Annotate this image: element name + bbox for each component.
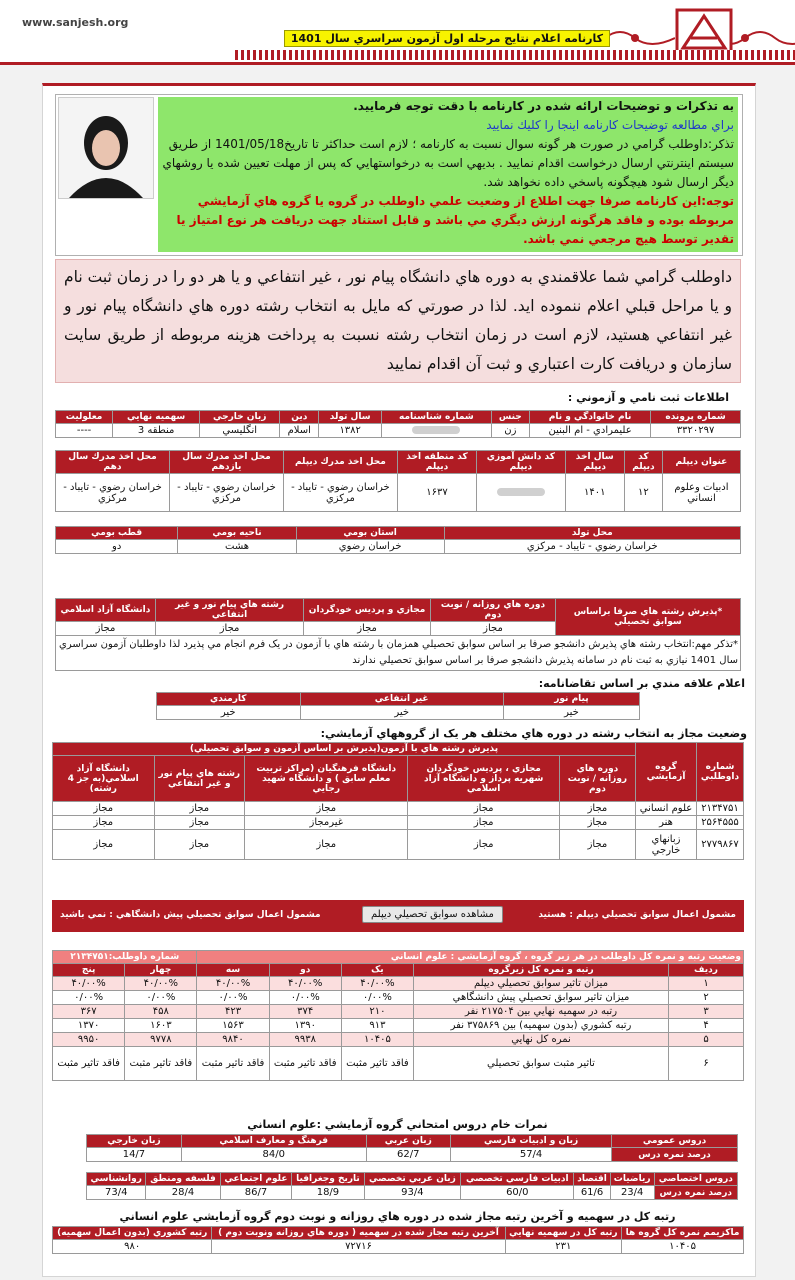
table-cell: ۳ <box>669 1005 744 1019</box>
table-cell: ۱۳۷۰ <box>53 1019 125 1033</box>
table-cell: مجاز <box>559 830 635 860</box>
table-cell: خير <box>503 706 639 720</box>
diploma-table <box>55 450 741 512</box>
table-cell: ۴۰/۰۰% <box>53 977 125 991</box>
table-cell: شماره پرونده <box>651 411 741 424</box>
raw-scores-title: نمرات خام دروس امتحاني گروه آزمايشي :علوم انساني <box>247 1118 548 1131</box>
sanjesh-logo-icon <box>673 8 735 56</box>
table-cell: 61/6 <box>574 1186 610 1200</box>
payam-noor-notice: داوطلب گرامي شما علاقمندي به دوره هاي دانشگاه پيام نور ، غير انتفاعي و يا هر دو را در زمان ثبت نام و يا مراحل قبلي اعلام ننموده ايد. لذا در صورتي كه مايل به انتخاب رشته دوره هاي دانشگاه پيام نور و غير انتفاعي هستيد، لازم است در زمان انتخاب رشته نسبت به پرداخت هزينه مربوطه از طريق سايت سازمان و دريافت كارت اعتباري و ثبت آن اقدام نماييد <box>55 259 741 383</box>
rank-table <box>52 950 744 1081</box>
table-cell: مجاز <box>154 802 245 816</box>
table-cell: خراسان رضوي - تايباد - مركزي <box>56 474 170 512</box>
table-cell: مجاز <box>56 622 156 636</box>
table-cell: ماكزيمم نمره كل گروه ها <box>622 1227 744 1240</box>
table-cell <box>477 474 566 512</box>
table-cell: ۵ <box>669 1033 744 1047</box>
table-cell: دوره هاي روزانه / نوبت دوم <box>559 756 635 802</box>
records-admission-table <box>55 598 741 671</box>
table-cell: رتبه در سهميه نهايي بين ۲۱۷۵۰۴ نفر <box>414 1005 669 1019</box>
table-cell: ۶ <box>669 1047 744 1081</box>
table-cell: 86/7 <box>220 1186 292 1200</box>
page-title: كارنامه اعلام نتايج مرحله اول آزمون سراسري سال 1401 <box>284 30 610 47</box>
table-cell: رتبه كشوري (بدون سهميه) بين ۳۷۵۸۶۹ نفر <box>414 1019 669 1033</box>
table-cell: رتبه كل در سهميه نهايي <box>505 1227 621 1240</box>
table-cell: ۴۵۸ <box>125 1005 197 1019</box>
table-cell: انگليسي <box>200 424 280 438</box>
table-cell: سال تولد <box>319 411 382 424</box>
table-cell: ۹۱۳ <box>341 1019 413 1033</box>
interest-title: اعلام علاقه مندي بر اساس تقاضانامه: <box>538 677 745 690</box>
table-cell: مجاز <box>408 802 559 816</box>
table-cell: ناحيه بومي <box>178 527 296 540</box>
table-cell: ۹۸۴۰ <box>197 1033 269 1047</box>
table-cell: مجاز <box>53 830 155 860</box>
table-cell: ۹۹۳۸ <box>269 1033 341 1047</box>
reg-title: اطلاعات ثبت نامي و آزموني : <box>567 391 729 404</box>
table-cell: ۴۲۳ <box>197 1005 269 1019</box>
table-cell: مجاز <box>245 802 408 816</box>
table-cell: ۹۷۷۸ <box>125 1033 197 1047</box>
table-cell: ميزان تاثير سوابق تحصيلي پيش دانشگاهي <box>414 991 669 1005</box>
table-cell: كد دانش آموزي ديپلم <box>477 451 566 474</box>
page-header <box>0 0 795 65</box>
table-cell: ۲۷۷۹۸۶۷ <box>697 830 744 860</box>
table-cell: تاثير مثبت سوابق تحصيلي <box>414 1047 669 1081</box>
table-cell: ۲۱۳۴۷۵۱ <box>697 802 744 816</box>
table-cell: شماره داوطلبي <box>697 743 744 802</box>
table-cell: ۱۰۴۰۵ <box>622 1240 744 1254</box>
table-cell: مجاز <box>559 816 635 830</box>
table-cell: 14/7 <box>87 1148 182 1162</box>
table-cell: مجاز <box>559 802 635 816</box>
table-cell: دوره هاي روزانه / نوبت دوم <box>430 599 555 622</box>
table-cell: پنج <box>53 964 125 977</box>
table-cell: روانشناسي <box>87 1173 146 1186</box>
table-cell: يک <box>341 964 413 977</box>
table-cell: دروس اختصاصي <box>654 1173 737 1186</box>
table-cell: درصد نمره درس <box>612 1148 738 1162</box>
table-cell: ۱۰۴۰۵ <box>341 1033 413 1047</box>
table-cell: 57/4 <box>451 1148 612 1162</box>
table-cell <box>382 424 492 438</box>
table-cell: كد ديپلم <box>624 451 662 474</box>
table-cell: ۰/۰۰% <box>341 991 413 1005</box>
table-cell: گروه آزمايشي <box>636 743 697 802</box>
table-cell: سه <box>197 964 269 977</box>
table-cell: عنوان ديپلم <box>662 451 740 474</box>
table-cell: زبان و ادبيات فارسي <box>451 1135 612 1148</box>
table-cell: 23/4 <box>610 1186 654 1200</box>
interest-table <box>156 692 640 720</box>
table-cell: دروس عمومي <box>612 1135 738 1148</box>
table-cell: هشت <box>178 540 296 554</box>
table-cell: خير <box>157 706 301 720</box>
table-cell: دانشگاه آزاد اسلامي <box>56 599 156 622</box>
table-cell: ---- <box>56 424 113 438</box>
group-status-table <box>52 742 744 860</box>
birthplace-table <box>55 526 741 554</box>
table-cell: منطقه 3 <box>113 424 200 438</box>
table-cell: ۰/۰۰% <box>53 991 125 1005</box>
table-cell: فرهنگ و معارف اسلامي <box>181 1135 366 1148</box>
view-records-button[interactable]: مشاهده سوابق تحصيلي ديپلم <box>362 906 503 923</box>
table-cell: محل اخذ مدرك سال دهم <box>56 451 170 474</box>
table-cell: فاقد تاثير مثبت <box>269 1047 341 1081</box>
table-cell: مجاز <box>408 816 559 830</box>
table-cell: نمره كل نهايي <box>414 1033 669 1047</box>
table-cell: غير انتفاعي <box>300 693 503 706</box>
table-cell: پيام نور <box>503 693 639 706</box>
table-cell: مجاز <box>430 622 555 636</box>
table-cell: ۹۹۵۰ <box>53 1033 125 1047</box>
table-cell: خراسان رضوي <box>296 540 444 554</box>
specialized-scores-table <box>86 1172 738 1200</box>
table-cell: فلسفه ومنطق <box>146 1173 220 1186</box>
table-cell: زبان خارجي <box>200 411 280 424</box>
table-cell: ۰/۰۰% <box>269 991 341 1005</box>
table-cell: رياضيات <box>610 1173 654 1186</box>
table-cell: معلوليت <box>56 411 113 424</box>
personal-table <box>55 410 741 438</box>
table-cell: پذيرش رشته هاي با آزمون(پذيرش بر اساس آزمون و سوابق تحصيلي) <box>53 743 636 756</box>
avatar-icon <box>59 98 153 198</box>
table-cell: مجازي ، پرديس خودگردان شهريه پرداز و دانشگاه آزاد اسلامي <box>408 756 559 802</box>
table-cell: مجاز <box>245 830 408 860</box>
header-stripe <box>235 50 795 60</box>
table-cell: سال اخذ ديپلم <box>565 451 624 474</box>
table-cell: ۴۰/۰۰% <box>197 977 269 991</box>
table-cell: ۴ <box>669 1019 744 1033</box>
table-cell: فاقد تاثير مثبت <box>341 1047 413 1081</box>
table-cell: شماره داوطلب:۲۱۳۴۷۵۱ <box>53 951 197 964</box>
table-cell: درصد نمره درس <box>654 1186 737 1200</box>
table-cell: علوم اجتماعي <box>220 1173 292 1186</box>
table-cell: ۱۶۰۳ <box>125 1019 197 1033</box>
table-cell: وضعيت رتبه و نمره كل داوطلب در هر زير گروه ، گروه آزمايشي : علوم انساني <box>197 951 744 964</box>
final-rank-title: رتبه كل در سهميه و آخرين رتبه مجاز شده در دوره هاي روزانه و نوبت دوم گروه آزمايشي علوم انساني <box>119 1210 676 1223</box>
table-cell: مجاز <box>155 622 303 636</box>
table-cell: ۲۱۰ <box>341 1005 413 1019</box>
table-cell: ۴۰/۰۰% <box>269 977 341 991</box>
table-cell: ۲۵۶۴۵۵۵ <box>697 816 744 830</box>
table-cell: محل اخذ مدرك ديپلم <box>283 451 397 474</box>
table-cell: خير <box>300 706 503 720</box>
table-cell: ۱۶۳۷ <box>397 474 476 512</box>
table-cell: ۱۲ <box>624 474 662 512</box>
table-cell: مجاز <box>53 802 155 816</box>
table-cell: ۱ <box>669 977 744 991</box>
table-cell: رشته هاي پيام نور و غير انتفاعي <box>154 756 245 802</box>
table-cell: اقتصاد <box>574 1173 610 1186</box>
table-cell: مجاز <box>408 830 559 860</box>
table-cell: چهار <box>125 964 197 977</box>
table-cell: عليمرادي - ام البنين <box>529 424 650 438</box>
table-cell: ۷۲۷۱۶ <box>212 1240 505 1254</box>
table-cell: دانشگاه آزاد اسلامي(به جز 4 رشته) <box>53 756 155 802</box>
site-url[interactable]: www.sanjesh.org <box>22 16 129 29</box>
table-cell: مجاز <box>154 830 245 860</box>
table-cell: زن <box>491 424 529 438</box>
table-cell: فاقد تاثير مثبت <box>53 1047 125 1081</box>
table-cell: دانشگاه فرهنگيان (مراكز تربيت معلم سابق ) و دانشگاه شهيد رجايي <box>245 756 408 802</box>
table-cell: شماره شناسنامه <box>382 411 492 424</box>
table-cell: 60/0 <box>461 1186 574 1200</box>
table-cell: سهميه نهايي <box>113 411 200 424</box>
notice-link[interactable]: براي مطالعه توضيحات كارنامه اينجا را كليك نماييد <box>486 118 734 132</box>
table-cell: هنر <box>636 816 697 830</box>
table-cell: 18/9 <box>292 1186 364 1200</box>
table-cell: ۰/۰۰% <box>125 991 197 1005</box>
table-cell: نام خانوادگي و نام <box>529 411 650 424</box>
table-cell: ۲ <box>669 991 744 1005</box>
table-cell: فاقد تاثير مثبت <box>197 1047 269 1081</box>
table-cell: غيرمجاز <box>245 816 408 830</box>
table-cell: رديف <box>669 964 744 977</box>
table-cell: ۳۶۷ <box>53 1005 125 1019</box>
table-cell: مجاز <box>154 816 245 830</box>
table-cell: زبان خارجي <box>87 1135 182 1148</box>
table-cell: آخرين رتبه مجاز شده در سهميه ( دوره هاي روزانه ونوبت دوم ) <box>212 1227 505 1240</box>
table-cell: استان بومي <box>296 527 444 540</box>
table-cell: دو <box>56 540 178 554</box>
table-cell: ۹۸۰ <box>53 1240 212 1254</box>
table-cell: ۴۰/۰۰% <box>125 977 197 991</box>
table-cell: فاقد تاثير مثبت <box>125 1047 197 1081</box>
table-cell: مجازي و پرديس خودگردان <box>304 599 431 622</box>
table-cell: مجاز <box>53 816 155 830</box>
table-cell: دو <box>269 964 341 977</box>
table-cell: ۳۷۴ <box>269 1005 341 1019</box>
general-scores-table <box>86 1134 738 1162</box>
table-cell: ۱۵۶۳ <box>197 1019 269 1033</box>
table-cell: ۳۳۲۰۲۹۷ <box>651 424 741 438</box>
table-cell: ۲۳۱ <box>505 1240 621 1254</box>
table-cell: رتبه كشوري (بدون اعمال سهميه) <box>53 1227 212 1240</box>
records-bar: مشمول اعمال سوابق تحصيلي ديپلم : هستيد مشاهده سوابق تحصيلي ديپلم مشمول اعمال سوابق تحصيلي پيش دانشگاهي : نمي باشيد <box>52 900 744 932</box>
table-cell: *تذكر مهم:انتخاب رشته هاي پذيرش دانشجو صرفا بر اساس سوابق تحصيلي همزمان با رشته هاي با آزمون در يک فرم انجام مي پذيرد لذا داوطلبان آزمون سراسري سال 1401 نيازي به ثبت نام در سامانه پذيرش دانشجو صرفا بر اساس سوابق تحصيلي ندارند <box>56 636 741 671</box>
table-cell: زبان عربي <box>366 1135 450 1148</box>
final-rank-table <box>52 1226 744 1254</box>
table-cell: خراسان رضوي - تايباد - مركزي <box>283 474 397 512</box>
table-cell: رتبه و نمره كل زيرگروه <box>414 964 669 977</box>
table-cell: ۴۰/۰۰% <box>341 977 413 991</box>
table-cell: ۰/۰۰% <box>197 991 269 1005</box>
table-cell: 62/7 <box>366 1148 450 1162</box>
table-cell: ادبيات وعلوم انساني <box>662 474 740 512</box>
table-cell: تاريخ وجغرافيا <box>292 1173 364 1186</box>
table-cell: ۱۳۸۲ <box>319 424 382 438</box>
table-cell: محل تولد <box>444 527 740 540</box>
notice-text: به تذكرات و توضيحات ارائه شده در كارنامه با دقت توجه فرماييد. براي مطالعه توضيحات كارنامه اينجا را كليك نماييد تذكر:داوطلب گرامي در صورت هر گونه سوال نسبت به كارنامه ؛ لازم است حداكثر تا تاريخ1401/05/18 از طريق سيستم اينترنتي ارسال درخواست اقدام نماييد . بديهي است به درخواستهايي كه پس از مهلت تعيين شده يا روشهاي ديگر ارسال شود هيچگونه پاسخي داده نخواهد شد. توجه:اين كارنامه صرفا جهت اطلاع از وضعيت علمي داوطلب در گروه يا گروه هاي آزمايشي مربوطه بوده و فاقد هرگونه ارزش ديگري مي باشد و قابل استناد جهت دريافت هر نوع امتياز يا تقدير توسط هيچ مرجعي نمي باشد. <box>158 97 738 252</box>
table-cell: مجاز <box>304 622 431 636</box>
table-cell: 73/4 <box>87 1186 146 1200</box>
table-cell: كد منطقه اخذ ديپلم <box>397 451 476 474</box>
table-cell: قطب بومي <box>56 527 178 540</box>
redacted-id <box>412 426 460 434</box>
candidate-photo <box>58 97 154 199</box>
table-cell: جنس <box>491 411 529 424</box>
table-cell: كارمندي <box>157 693 301 706</box>
table-cell: 28/4 <box>146 1186 220 1200</box>
table-cell: خراسان رضوي - تايباد - مركزي <box>444 540 740 554</box>
table-cell: ميزان تاثير سوابق تحصيلي ديپلم <box>414 977 669 991</box>
table-cell: ۱۳۹۰ <box>269 1019 341 1033</box>
table-cell: *پذيرش رشته هاي صرفا براساس سوابق تحصيلي <box>556 599 741 636</box>
table-cell: علوم انساني <box>636 802 697 816</box>
table-cell: 93/4 <box>364 1186 461 1200</box>
table-cell: ادبيات فارسي تخصصي <box>461 1173 574 1186</box>
table-cell: رشته هاي پيام نور و غير انتفاعي <box>155 599 303 622</box>
table-cell: زبانهاي خارجي <box>636 830 697 860</box>
table-cell: دين <box>280 411 319 424</box>
table-cell: ۱۴۰۱ <box>565 474 624 512</box>
table-cell: اسلام <box>280 424 319 438</box>
table-cell: محل اخذ مدرك سال يازدهم <box>170 451 284 474</box>
table-cell: زبان عربي تخصصي <box>364 1173 461 1186</box>
table-cell: خراسان رضوي - تايباد - مركزي <box>170 474 284 512</box>
status-title: وضعيت مجاز به انتخاب رشته در دوره هاي مختلف هر يک از گروههاي آزمايشي: <box>320 727 747 740</box>
redacted-student-code <box>497 488 545 496</box>
table-cell: 84/0 <box>181 1148 366 1162</box>
